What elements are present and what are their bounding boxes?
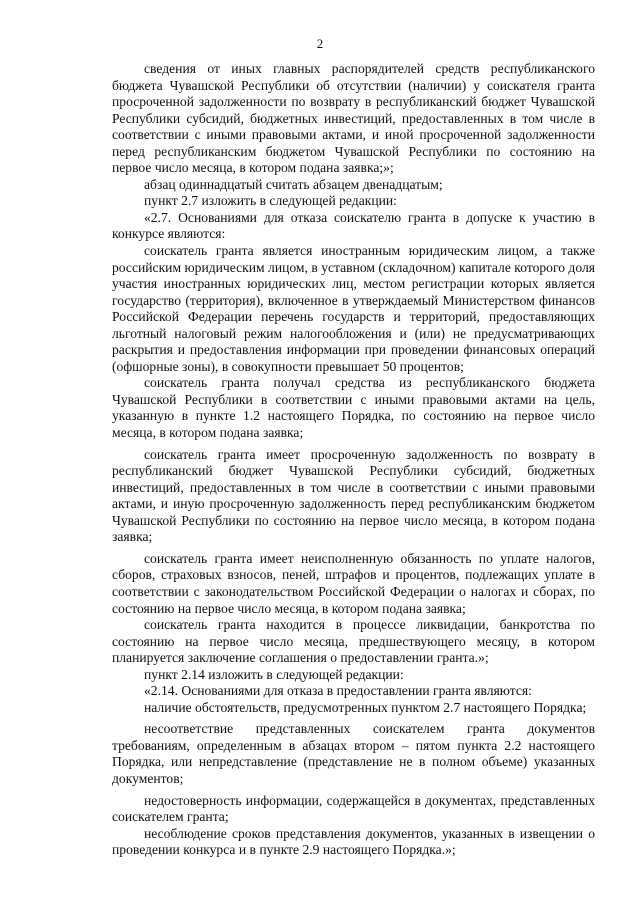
paragraph-funds-received: соискатель гранта получал средства из республиканского бюджета Чувашской Республики в соответствии с иными правовыми актами на цель, указанную в пункте 1.2 настоящего Порядка, по состоянию на первое число месяца, в котором подана заявка; [112,375,595,441]
paragraph-clause-2-7-intro: пункт 2.7 изложить в следующей редакции: [144,193,397,209]
page-number: 2 [316,36,324,51]
paragraph-circumstances: наличие обстоятельств, предусмотренных пунктом 2.7 настоящего Порядка; [144,699,587,715]
paragraph-overdue-debt: соискатель гранта имеет просроченную задолженность по возврату в республиканский бюджет Чувашской Республики субсидий, бюджетных инвестиций, предоставленных в том числе в соответствии с иными правовыми актами, и иную просроченную задолженность перед республиканским бюджетом Чувашской Республики по состоянию на первое число месяца, в котором подана заявка; [112,446,595,545]
paragraph-clause-2-7-heading: «2.7. Основаниями для отказа соискателю гранта в допуске к участию в конкурсе являются: [112,209,595,242]
paragraph-info-from-other-administrators: сведения от иных главных распорядителей средств республиканского бюджета Чувашской Республики об отсутствии (наличии) у соискателя гранта просроченной задолженности по возврату в республиканский бюджет Чувашской Республики субсидий, бюджетных инвестиций, предоставленных в том числе в соответствии с иными правовыми актами, и иной просроченной задолженности перед республиканским бюджетом Чувашской Республики по состоянию на первое число месяца, в котором подана заявка;»; [112,61,595,176]
paragraph-unpaid-taxes: соискатель гранта имеет неисполненную обязанность по уплате налогов, сборов, страховых взносов, пеней, штрафов и процентов, подлежащих уплате в соответствии с законодательством Российской Федерации о налогах и сборах, по состоянию на первое число месяца, в котором подана заявка; [112,550,595,616]
paragraph-liquidation: соискатель гранта находится в процессе ликвидации, банкротства по состоянию на первое число месяца, предшествующего месяцу, в котором планируется заключение соглашения о предоставлении гранта.»; [112,617,595,666]
paragraph-clause-2-14-heading: «2.14. Основаниями для отказа в предоставлении гранта являются: [144,683,532,699]
paragraph-clause-2-14-intro: пункт 2.14 изложить в следующей редакции: [144,666,404,682]
paragraph-eleventh-to-twelfth: абзац одиннадцатый считать абзацем двенадцатым; [144,176,443,192]
paragraph-foreign-entity: соискатель гранта является иностранным юридическим лицом, а также российским юридическим лицом, в уставном (складочном) капитале которого доля участия иностранных юридических лиц, местом регистрации которых является государство (территория), включенное в утверждаемый Министерством финансов Российской Федерации перечень государств и территорий, предоставляющих льготный налоговый режим налогообложения и (или) не предусматривающих раскрытия и предоставления информации при проведении финансовых операций (офшорные зоны), в совокупности превышает 50 процентов; [112,243,595,374]
paragraph-deadline-violation: несоблюдение сроков представления документов, указанных в извещении о проведении конкурса и в пункте 2.9 настоящего Порядка.»; [112,825,595,858]
paragraph-inaccurate-info: недостоверность информации, содержащейся в документах, представленных соискателем гранта; [112,792,595,825]
document-body [112,61,595,859]
paragraph-document-mismatch: несоответствие представленных соискателем гранта документов требованиям, определенным в абзацах втором – пятом пункта 2.2 настоящего Порядка, или непредставление (представление не в полном объеме) указанных документов; [112,721,595,786]
